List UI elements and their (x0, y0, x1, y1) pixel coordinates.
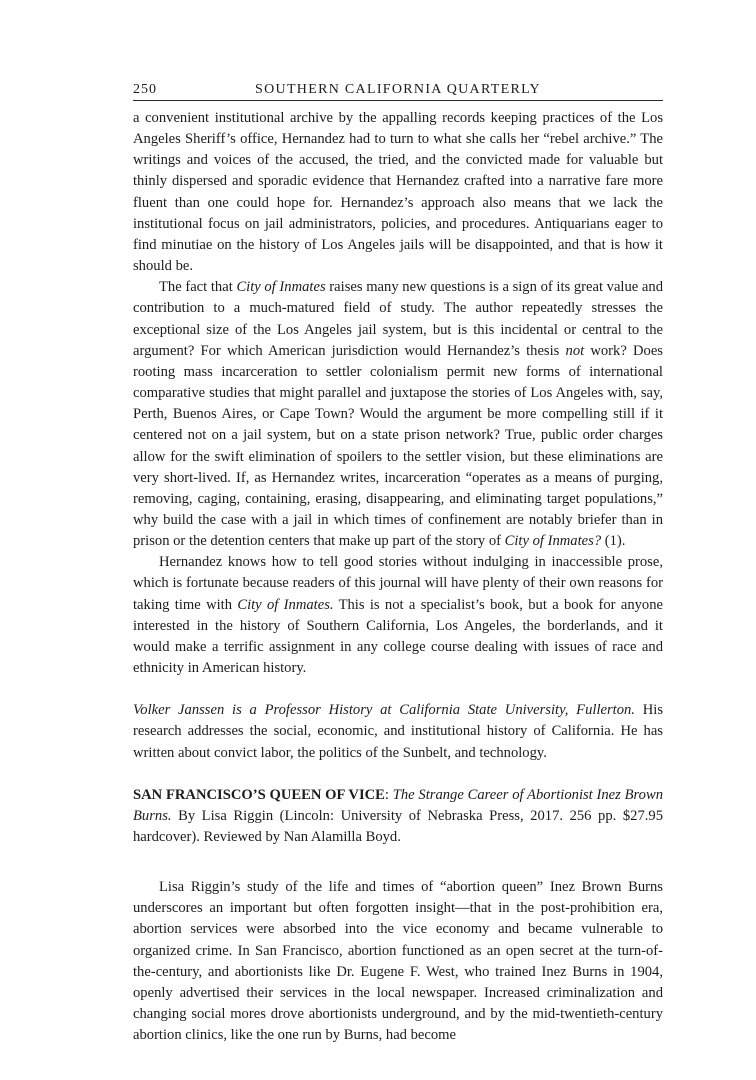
article-body (133, 108, 663, 1046)
text-run: work? Does rooting mass incarceration to settler colonialism permit new forms of international comparative studies that might parallel and juxtapose the stories of Los Angeles with, say, Perth, Buenos Aires, or Cape Town? Would the argument be more compelling still if it centered not on a jail system, but on a state prison network? True, public order charges allow for the swift elimination of spoilers to the settler vision, but these eliminations are very short-lived. If, as Hernandez writes, incarceration “operates as a means of purging, removing, caging, containing, erasing, disappearing, and eliminating target populations,” why build the case with a jail in which times of confinement are notably briefer than in prison or the detention centers that make up part of the story of (133, 342, 663, 550)
text-run: This is not a specialist’s book, but a book for anyone interested in the history of Southern California, Los Angeles, the borderlands, and it would make a terrific assignment in any college course dealing with issues of race and ethnicity in American history. (133, 596, 663, 677)
title-colon: : (384, 786, 393, 803)
book-title-italic: City of Inmates? (504, 533, 602, 550)
paragraph-conclusion (133, 552, 663, 679)
text-run: Hernandez knows how to tell good stories without indulging in inaccessible prose, which is fortunate because readers of this journal will have plenty of their own reasons for taking time with (133, 554, 663, 613)
paragraph-questions (133, 277, 663, 552)
bio-text: His research addresses the social, economic, and institutional history of California. He has written about convict labor, the politics of the Sunbelt, and technology. (133, 702, 663, 761)
book-title-italic: City of Inmates. (237, 596, 334, 613)
review-book-title: SAN FRANCISCO’S QUEEN OF VICE (133, 786, 385, 803)
text-run: raises many new questions is a sign of its great value and contribution to a much-matured field of study. The author repeatedly stresses the exceptional size of the Los Angeles jail system, but is this incidental or central to the argument? For which American jurisdiction would Hernandez’s thesis (133, 279, 663, 359)
review-heading (133, 785, 663, 848)
running-head: SOUTHERN CALIFORNIA QUARTERLY (255, 82, 541, 97)
paragraph-continued: a convenient institutional archive by the appalling records keeping practices of the Los Angeles Sheriff’s office, Hernandez had to turn to what she calls her “rebel archive.” The writings and voices of the accused, the tried, and the convicted made for valuable but thinly dispersed and sporadic evidence that Hernandez crafted into a narrative fare more fluent than one could hope for. Hernandez’s approach also means that we lack the institutional focus on jail administrators, policies, and procedures. Antiquarians eager to find minutiae on the history of Los Angeles jails will be disappointed, and that is how it should be. (133, 110, 663, 275)
text-run: (1). (601, 533, 626, 550)
review-book-subtitle: The Strange Career of Abortionist Inez Brown Burns. (133, 786, 663, 824)
review-book-details: By Lisa Riggin (Lincoln: University of Nebraska Press, 2017. 256 pp. $27.95 hardcover). Reviewed by Nan Alamilla Boyd. (133, 807, 663, 845)
text-run: The fact that (159, 279, 237, 296)
page-header (133, 80, 663, 101)
book-title-italic: City of Inmates (236, 279, 326, 296)
reviewer-bio (133, 700, 663, 763)
reviewer-name-italic: Volker Janssen is a Professor History at California State University, Fullerton. (133, 702, 635, 719)
review-paragraph: Lisa Riggin’s study of the life and times of “abortion queen” Inez Brown Burns underscores an important but often forgotten insight—that in the post-prohibition era, abortion services were absorbed into the vice economy and became vulnerable to organized crime. In San Francisco, abortion functioned as an open secret at the turn-of-the-century, and abortionists like Dr. Eugene F. West, who trained Inez Burns in 1904, openly advertised their services in the local newspaper. Increased criminalization and changing social mores drove abortionists underground, and by the mid-twentieth-century abortion clinics, like the one run by Burns, had become (133, 879, 663, 1044)
page-number: 250 (133, 82, 157, 97)
emphasis-italic: not (565, 342, 585, 359)
